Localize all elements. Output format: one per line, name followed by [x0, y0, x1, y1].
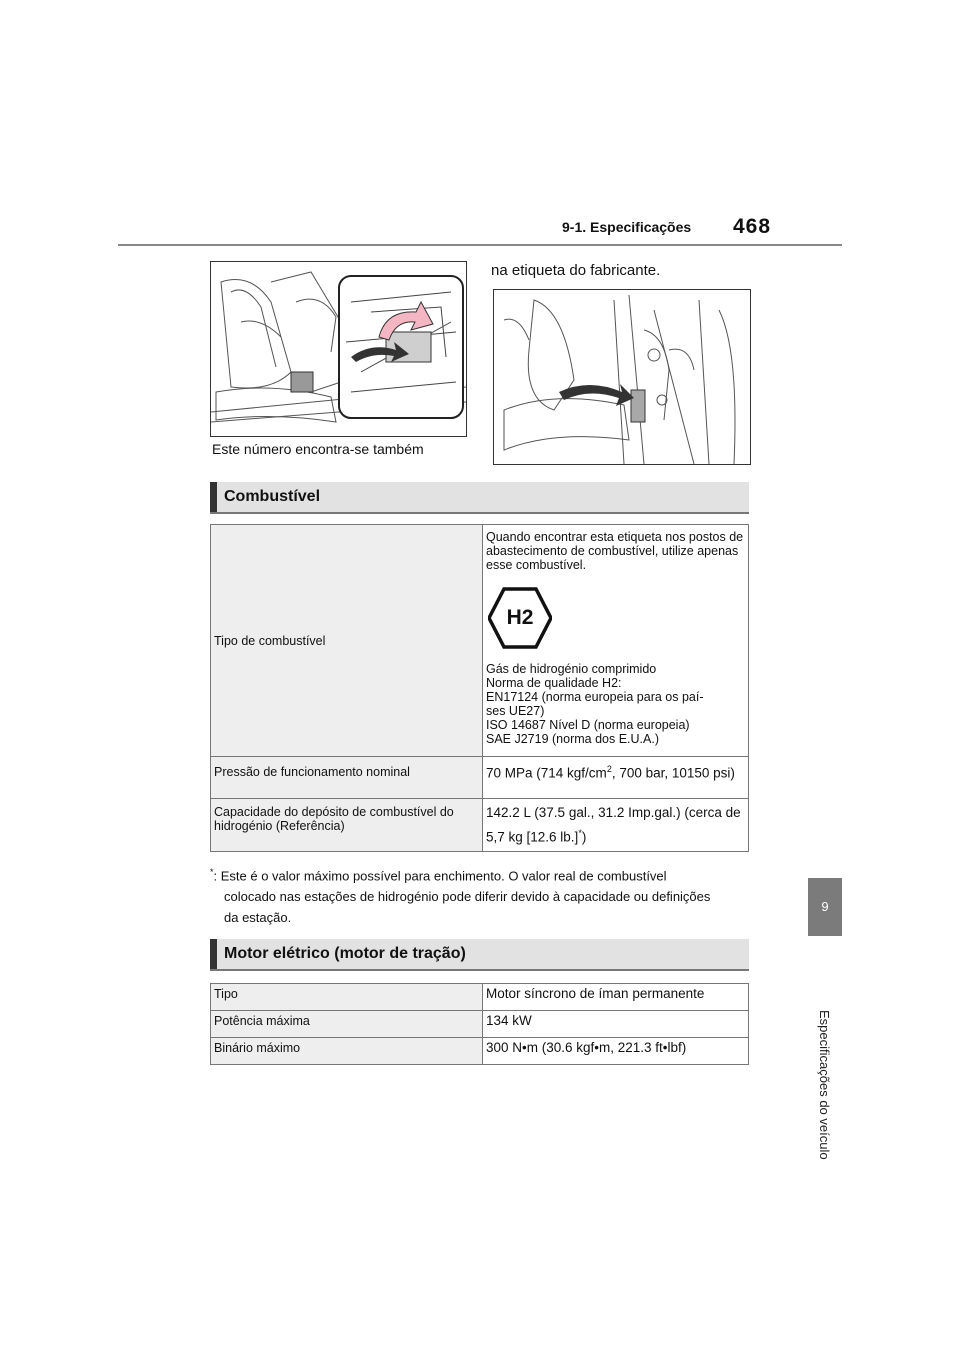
table-row	[211, 525, 749, 757]
capacity-label: Capacidade do depósito de combustível do hidrogénio (Referência)	[211, 799, 483, 852]
motor-heading-text: Motor elétrico (motor de tração)	[224, 945, 466, 962]
section-title: 9-1. Especificações	[562, 219, 692, 235]
fuel-line: Gás de hidrogénio comprimido	[486, 662, 657, 676]
pressure-value-text: 70 MPa (714 kgf/cm	[486, 765, 607, 781]
pressure-unit-exponent: 2	[606, 764, 612, 774]
heading-accent-bar	[210, 482, 217, 512]
max-power-value: 134 kW	[483, 1011, 749, 1038]
fuel-line: EN17124 (norma europeia para os paí-	[486, 690, 704, 704]
page-number: 468	[733, 215, 772, 238]
h2-badge	[488, 586, 552, 650]
capacity-value-text: 142.2 L (37.5 gal., 31.2 Imp.gal.) (cerca de 5,7 kg [12.6 lb.]	[486, 805, 741, 845]
motor-spec-table	[210, 983, 749, 1065]
pressure-label: Pressão de funcionamento nominal	[211, 757, 483, 799]
footnote-text: : Este é o valor máximo possível para enchimento. O valor real de combustível	[213, 868, 667, 884]
footnote	[210, 862, 750, 928]
table-row	[211, 984, 749, 1011]
table-row	[211, 1011, 749, 1038]
fuel-line: ses UE27)	[486, 704, 545, 718]
footnote-continuation: colocado nas estações de hidrogénio pode diferir devido à capacidade ou definições da estação.	[224, 889, 711, 926]
capacity-value	[483, 799, 749, 852]
motor-type-value: Motor síncrono de íman permanente	[483, 984, 749, 1011]
table-row	[211, 799, 749, 852]
fuel-type-value	[483, 525, 749, 757]
capacity-footnote-ref: *	[578, 828, 582, 838]
h2-badge-text: H2	[506, 606, 534, 629]
pillar-illustration-drawing	[494, 290, 750, 464]
table-row	[211, 1038, 749, 1065]
max-torque-value: 300 N•m (30.6 kgf•m, 221.3 ft•lbf)	[483, 1038, 749, 1065]
chapter-number: 9	[821, 899, 829, 914]
header-divider	[118, 244, 842, 246]
capacity-value-rest: )	[581, 829, 587, 845]
heading-accent-bar	[210, 939, 217, 969]
fuel-line: Norma de qualidade H2:	[486, 676, 622, 690]
max-power-label: Potência máxima	[211, 1011, 483, 1038]
left-caption: Este número encontra-se também	[212, 441, 424, 457]
fuel-line: ISO 14687 Nível D (norma europeia)	[486, 718, 690, 732]
chapter-label: Especificações do veículo	[817, 1010, 832, 1160]
fuel-section-heading	[210, 482, 749, 514]
footnote-mark: *	[210, 867, 214, 877]
pillar-label-illustration	[493, 289, 751, 465]
motor-section-heading	[210, 939, 749, 971]
table-row	[211, 757, 749, 799]
max-torque-label: Binário máximo	[211, 1038, 483, 1065]
seat-illustration-drawing	[211, 262, 466, 436]
pressure-value	[483, 757, 749, 799]
fuel-type-label: Tipo de combustível	[211, 525, 483, 757]
fuel-type-intro: Quando encontrar esta etiqueta nos postos de abastecimento de combustível, utilize apenas esse combustível.	[486, 530, 744, 572]
seat-label-illustration	[210, 261, 467, 437]
fuel-spec-table	[210, 524, 749, 852]
pressure-value-rest: , 700 bar, 10150 psi)	[611, 765, 735, 781]
right-caption: na etiqueta do fabricante.	[491, 262, 661, 279]
fuel-line: SAE J2719 (norma dos E.U.A.)	[486, 732, 659, 746]
motor-type-label: Tipo	[211, 984, 483, 1011]
fuel-heading-text: Combustível	[224, 488, 321, 505]
